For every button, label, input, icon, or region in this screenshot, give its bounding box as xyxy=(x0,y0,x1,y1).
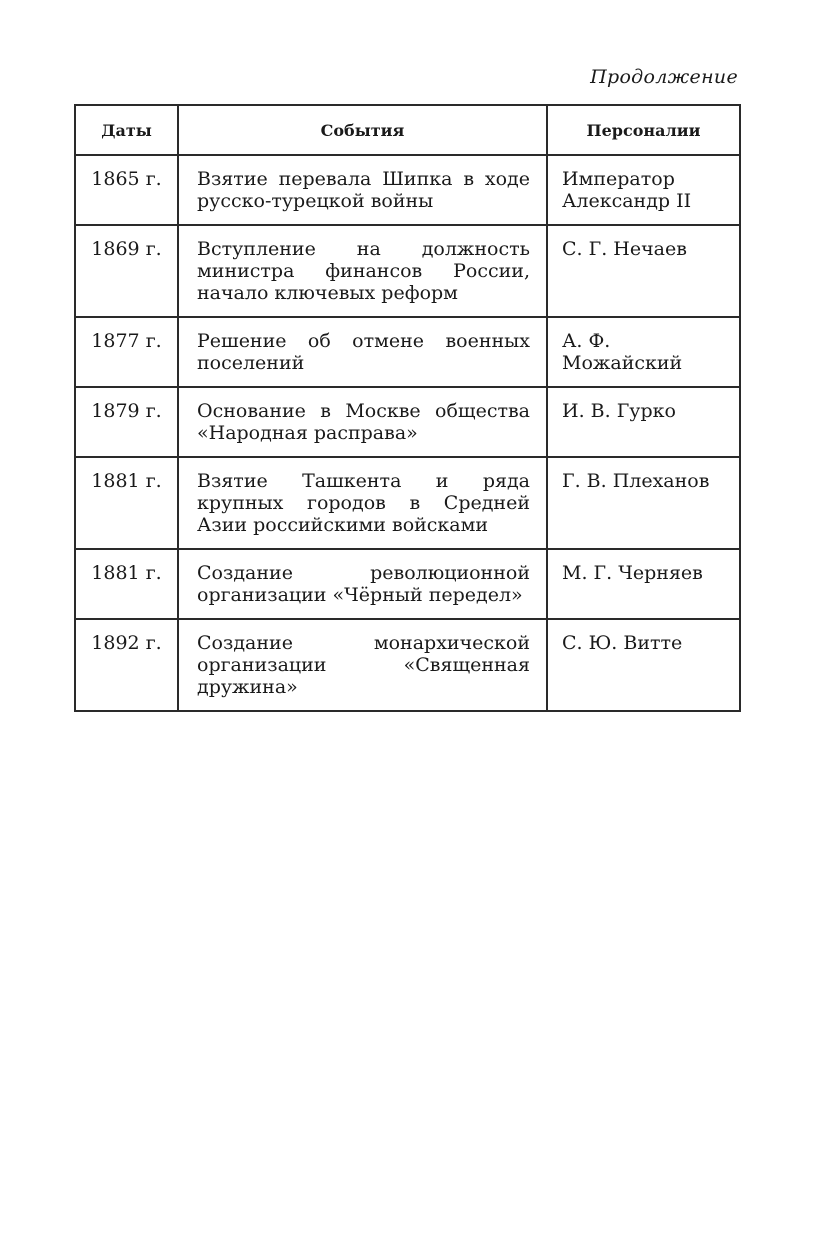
table-row xyxy=(75,457,740,549)
event-cell: Решение об отмене военных поселений xyxy=(178,317,547,387)
date-cell: 1869 г. xyxy=(75,225,178,317)
person-cell: С. Ю. Витте xyxy=(547,619,740,711)
event-cell: Вступление на должность министра финансов России, начало ключевых реформ xyxy=(178,225,547,317)
continuation-label: Продолжение xyxy=(590,66,738,88)
table-row xyxy=(75,317,740,387)
date-cell: 1865 г. xyxy=(75,155,178,225)
person-cell: С. Г. Нечаев xyxy=(547,225,740,317)
table-header-row xyxy=(75,105,740,155)
person-cell: И. В. Гурко xyxy=(547,387,740,457)
person-cell: Император Александр II xyxy=(547,155,740,225)
header-events: События xyxy=(178,105,547,155)
date-cell: 1892 г. xyxy=(75,619,178,711)
table-row xyxy=(75,155,740,225)
header-persons: Персоналии xyxy=(547,105,740,155)
person-cell: А. Ф. Можайский xyxy=(547,317,740,387)
event-cell: Взятие перевала Шипка в ходе русско-турецкой войны xyxy=(178,155,547,225)
header-dates: Даты xyxy=(75,105,178,155)
table-row xyxy=(75,619,740,711)
event-cell: Создание монархической организации «Священная дружина» xyxy=(178,619,547,711)
person-cell: М. Г. Черняев xyxy=(547,549,740,619)
date-cell: 1879 г. xyxy=(75,387,178,457)
table-row xyxy=(75,225,740,317)
event-cell: Основание в Москве общества «Народная расправа» xyxy=(178,387,547,457)
date-cell: 1881 г. xyxy=(75,549,178,619)
person-cell: Г. В. Плеханов xyxy=(547,457,740,549)
history-table xyxy=(74,104,741,712)
table-row xyxy=(75,549,740,619)
table-row xyxy=(75,387,740,457)
date-cell: 1881 г. xyxy=(75,457,178,549)
event-cell: Взятие Ташкента и ряда крупных городов в Средней Азии российскими войсками xyxy=(178,457,547,549)
date-cell: 1877 г. xyxy=(75,317,178,387)
event-cell: Создание революционной организации «Чёрный передел» xyxy=(178,549,547,619)
